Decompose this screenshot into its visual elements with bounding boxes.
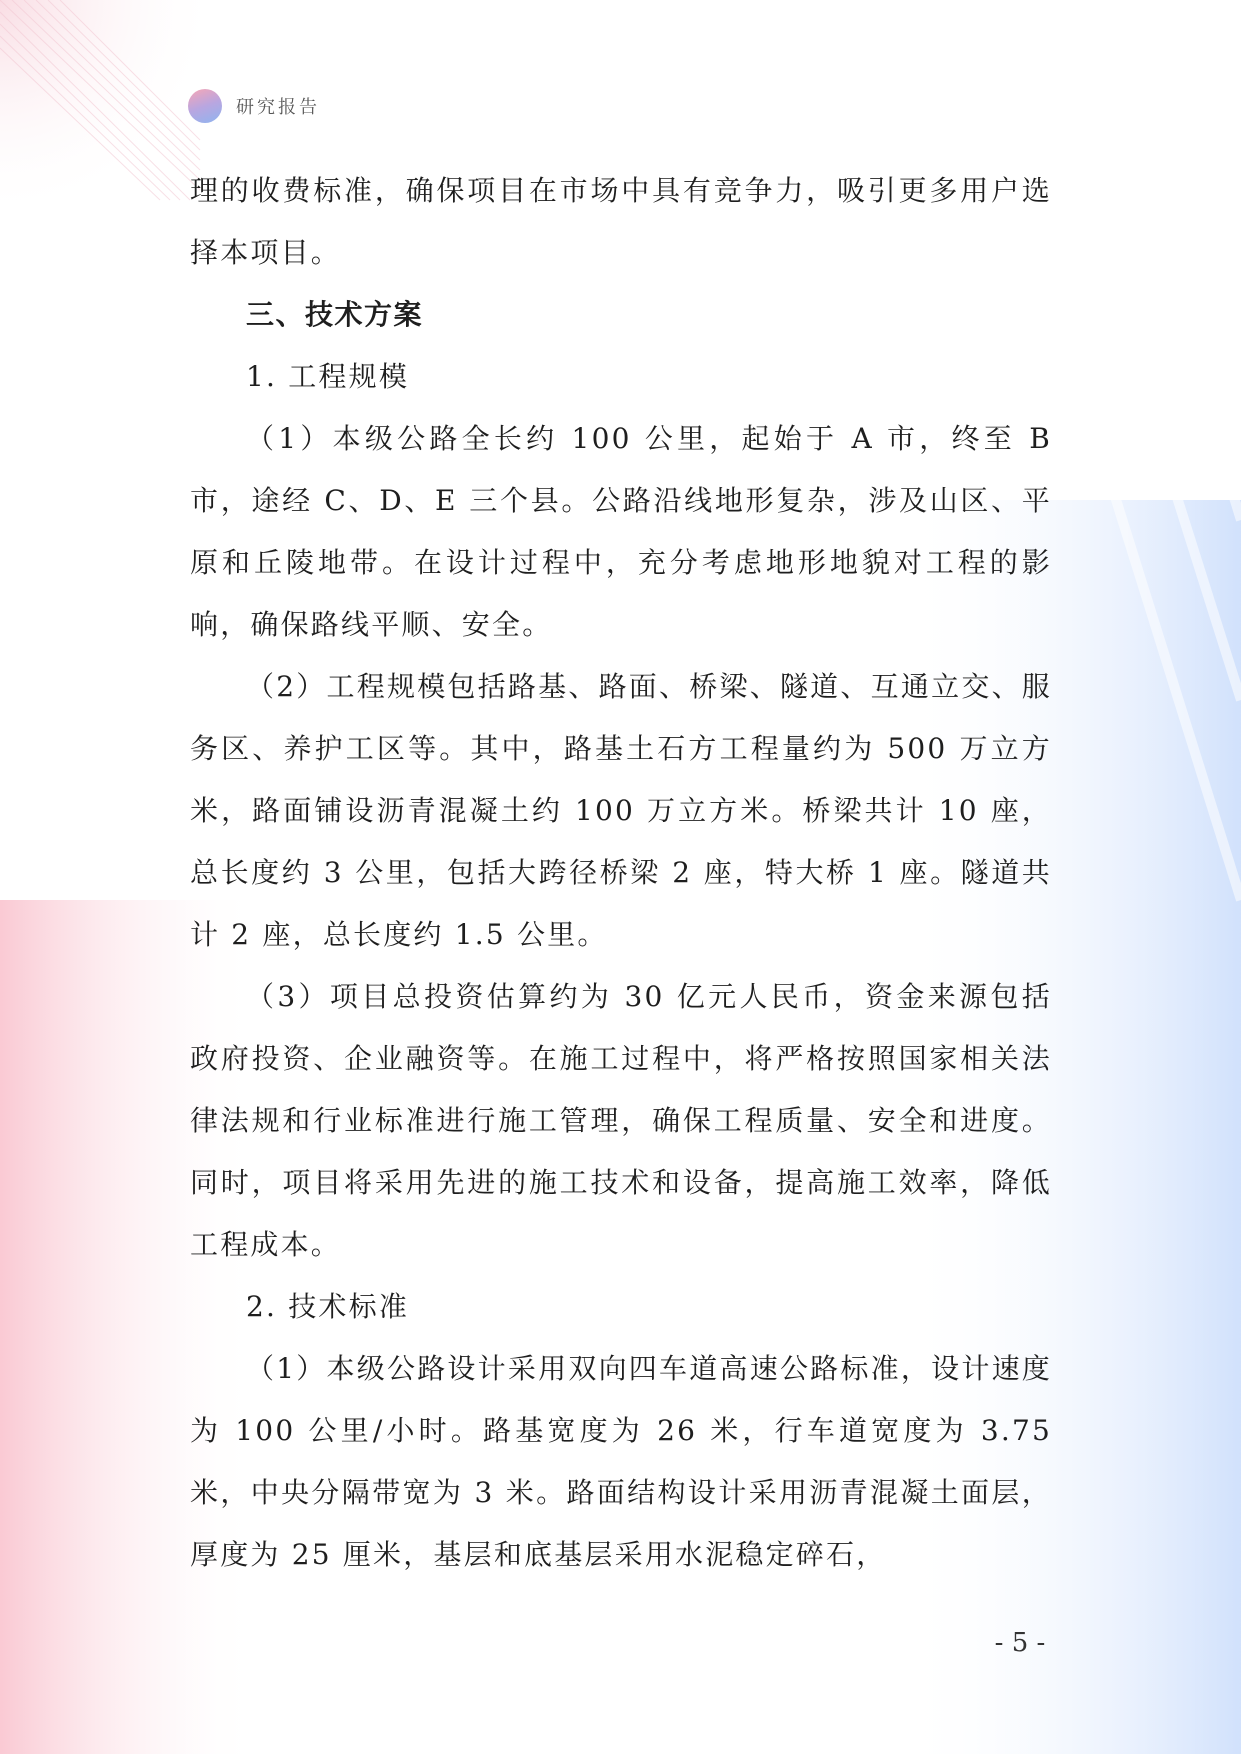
header-label: 研究报告 xyxy=(236,97,320,118)
logo-circle-icon xyxy=(188,89,222,123)
page-number: - 5 - xyxy=(994,1628,1046,1658)
paragraph-4: （1）本级公路设计采用双向四车道高速公路标准，设计速度为 100 公里/小时。路基宽度为 26 米，行车道宽度为 3.75 米，中央分隔带宽为 3 米。路面结构设计采用沥青混凝土面层，厚度为 25 厘米，基层和底基层采用水泥稳定碎石， xyxy=(190,1352,1052,1571)
section-title: 三、技术方案 xyxy=(246,298,424,331)
subsection-title-standards: 2. 技术标准 xyxy=(246,1290,410,1323)
paragraph-3: （3）项目总投资估算约为 30 亿元人民币，资金来源包括政府投资、企业融资等。在施工过程中，将严格按照国家相关法律法规和行业标准进行施工管理，确保工程质量、安全和进度。同时，项目将采用先进的施工技术和设备，提高施工效率，降低工程成本。 xyxy=(190,980,1052,1261)
document-body xyxy=(190,160,1052,1586)
paragraph-1: （1）本级公路全长约 100 公里，起始于 A 市，终至 B 市，途经 C、D、E 三个县。公路沿线地形复杂，涉及山区、平原和丘陵地带。在设计过程中，充分考虑地形地貌对工程的影响，确保路线平顺、安全。 xyxy=(190,422,1052,641)
report-header xyxy=(188,88,320,124)
subsection-title-scale: 1. 工程规模 xyxy=(246,360,410,393)
paragraph-2: （2）工程规模包括路基、路面、桥梁、隧道、互通立交、服务区、养护工区等。其中，路基土石方工程量约为 500 万立方米，路面铺设沥青混凝土约 100 万立方米。桥梁共计 10 座，总长度约 3 公里，包括大跨径桥梁 2 座，特大桥 1 座。隧道共计 2 座，总长度约 1.5 公里。 xyxy=(190,670,1052,951)
paragraph-continued: 理的收费标准，确保项目在市场中具有竞争力，吸引更多用户选择本项目。 xyxy=(190,174,1052,269)
